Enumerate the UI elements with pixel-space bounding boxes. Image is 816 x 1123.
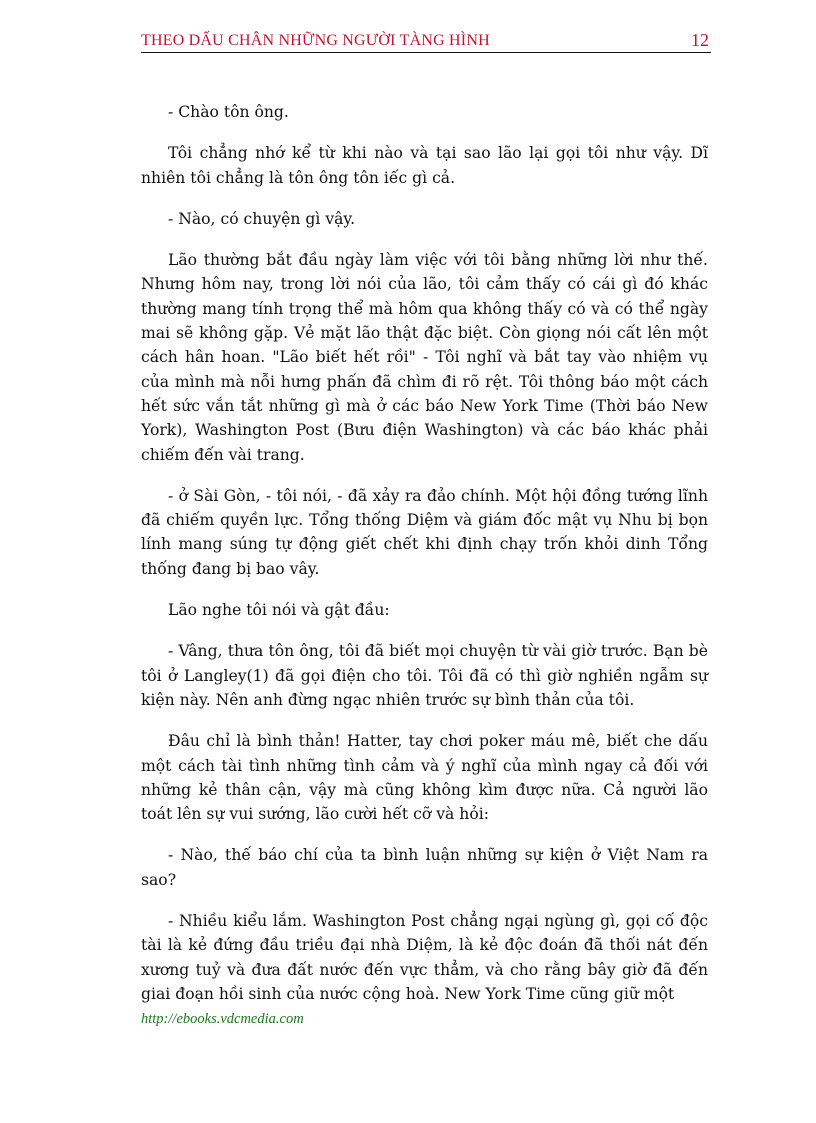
paragraph: Lão nghe tôi nói và gật đầu: [168, 601, 390, 620]
paragraph: - Nào, có chuyện gì vậy. [168, 209, 356, 228]
paragraph: Lão thường bắt đầu ngày làm việc với tôi bằng những lời như thế. Nhưng hôm nay, trong lời nói của lão, tôi cảm thấy có cái gì đó khác thường mang tính trọng thể mà hôm qua không thấy có và có thể ngày mai sẽ không gặp. Vẻ mặt lão thật đặc biệt. Còn giọng nói cất lên một cách hân hoan. "Lão biết hết rồi" - Tôi nghĩ và bắt tay vào nhiệm vụ của mình mà nỗi hưng phấn đã chìm đi rõ rệt. Tôi thông báo một cách hết sức vắn tắt những gì mà ở các báo New York Time (Thời báo New York), Washington Post (Bưu điện Washington) và các báo khác phải chiếm đến vài trang. [141, 251, 708, 464]
paragraph: Đâu chỉ là bình thản! Hatter, tay chơi poker máu mê, biết che dấu một cách tài tình những tình cảm và ý nghĩ của mình ngay cả đối với những kẻ thân cận, vậy mà cũng không kìm được nữa. Cả người lão toát lên sự vui sướng, lão cười hết cỡ và hỏi: [141, 732, 708, 824]
book-title: THEO DẤU CHÂN NHỮNG NGƯỜI TÀNG HÌNH [141, 32, 490, 49]
paragraph: - ở Sài Gòn, - tôi nói, - đã xảy ra đảo chính. Một hội đồng tướng lĩnh đã chiếm quyền lực. Tổng thống Diệm và giám đốc mật vụ Nhu bị bọn lính mang súng tự động giết chết khi định chạy trốn khỏi dinh Tổng thống đang bị bao vây. [141, 486, 708, 578]
page-header [141, 30, 711, 53]
paragraph: - Nào, thế báo chí của ta bình luận những sự kiện ở Việt Nam ra sao? [141, 846, 708, 889]
paragraph: - Vâng, thưa tôn ông, tôi đã biết mọi chuyện từ vài giờ trước. Bạn bè tôi ở Langley(1) đã gọi điện cho tôi. Tôi đã có thì giờ nghiền ngẫm sự kiện này. Nên anh đừng ngạc nhiên trước sự bình thản của tôi. [141, 642, 708, 709]
page-number: 12 [691, 30, 709, 50]
paragraph: Tôi chẳng nhớ kể từ khi nào và tại sao lão lại gọi tôi như vậy. Dĩ nhiên tôi chẳng là tôn ông tôn iếc gì cả. [141, 144, 708, 187]
paragraph: - Chào tôn ông. [168, 103, 289, 121]
footer-source-link[interactable]: http://ebooks.vdcmedia.com [141, 1011, 304, 1027]
paragraph: - Nhiều kiểu lắm. Washington Post chẳng ngại ngùng gì, gọi cố độc tài là kẻ đứng đầu triều đại nhà Diệm, là kẻ độc đoán đã thối nát đến xương tuỷ và đưa đất nước đến vực thẳm, và cho rằng bây giờ đã đến giai đoạn hồi sinh của nước cộng hoà. New York Time cũng giữ một [141, 912, 708, 1003]
body-text [141, 100, 708, 1023]
